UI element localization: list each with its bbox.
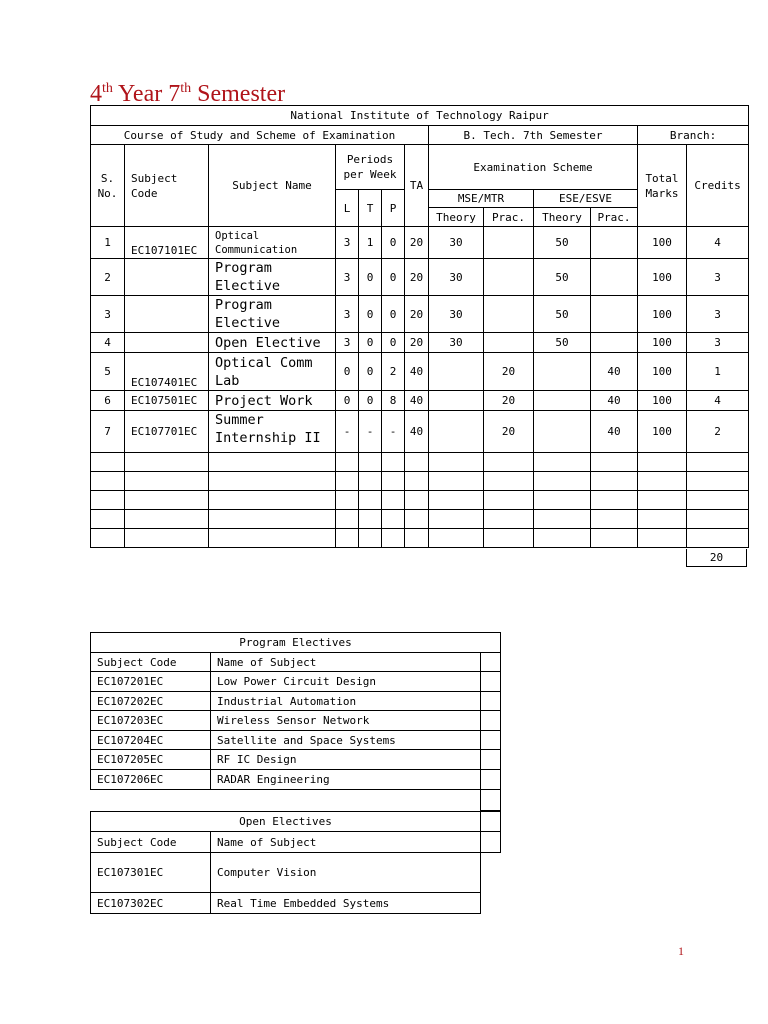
row-mse-theory <box>429 353 484 391</box>
row-ese-prac: 40 <box>591 353 638 391</box>
row-ese-prac: 40 <box>591 411 638 453</box>
row-mse-theory: 30 <box>429 296 484 333</box>
exam-scheme-header: Examination Scheme <box>429 145 638 190</box>
row-ese-prac: 40 <box>591 391 638 411</box>
row-t: 1 <box>359 227 382 259</box>
row-t: 0 <box>359 353 382 391</box>
row-credits: 2 <box>687 411 749 453</box>
list-item <box>91 770 501 790</box>
row-total: 100 <box>638 296 687 333</box>
ta-header: TA <box>405 145 429 227</box>
row-ese-theory: 50 <box>534 259 591 296</box>
row-ese-theory: 50 <box>534 227 591 259</box>
pe-code: EC107201EC <box>91 672 211 692</box>
ese-prac-header: Prac. <box>591 208 638 227</box>
row-sno: 2 <box>91 259 125 296</box>
empty-row <box>91 472 749 491</box>
total-credits: 20 <box>686 549 747 567</box>
row-mse-prac: 20 <box>484 411 534 453</box>
row-l: 3 <box>336 227 359 259</box>
row-t: 0 <box>359 296 382 333</box>
pe-name: Industrial Automation <box>211 692 481 711</box>
row-credits: 3 <box>687 296 749 333</box>
row-p: - <box>382 411 405 453</box>
row-sno: 4 <box>91 333 125 353</box>
row-total: 100 <box>638 227 687 259</box>
row-p: 0 <box>382 333 405 353</box>
empty-row <box>91 510 749 529</box>
empty-row <box>91 529 749 548</box>
pe-code: EC107205EC <box>91 750 211 770</box>
row-code <box>125 259 209 296</box>
pe-name: RADAR Engineering <box>211 770 481 790</box>
row-ese-theory <box>534 391 591 411</box>
row-mse-theory: 30 <box>429 259 484 296</box>
table-row <box>91 259 749 296</box>
row-l: 3 <box>336 259 359 296</box>
open-electives-table <box>90 811 501 914</box>
page-heading <box>90 74 285 109</box>
row-name: Program Elective <box>209 296 336 333</box>
row-mse-prac <box>484 227 534 259</box>
row-name: Optical Communication <box>209 227 336 259</box>
row-t: 0 <box>359 333 382 353</box>
row-name: Open Elective <box>209 333 336 353</box>
row-ese-prac <box>591 259 638 296</box>
pe-name-header: Name of Subject <box>211 653 481 672</box>
row-code: EC107701EC <box>125 411 209 453</box>
pe-code: EC107203EC <box>91 711 211 731</box>
oe-name: Computer Vision <box>211 853 481 893</box>
mse-header: MSE/MTR <box>429 190 534 208</box>
list-item <box>91 893 501 914</box>
row-name: Program Elective <box>209 259 336 296</box>
row-l: - <box>336 411 359 453</box>
row-credits: 1 <box>687 353 749 391</box>
row-ta: 40 <box>405 391 429 411</box>
table-row <box>91 227 749 259</box>
subject-code-header: Subject Code <box>125 145 209 227</box>
mse-prac-header: Prac. <box>484 208 534 227</box>
row-mse-theory: 30 <box>429 333 484 353</box>
list-item <box>91 731 501 750</box>
credits-header: Credits <box>687 145 749 227</box>
row-l: 3 <box>336 333 359 353</box>
row-total: 100 <box>638 353 687 391</box>
pe-name: RF IC Design <box>211 750 481 770</box>
pe-name: Satellite and Space Systems <box>211 731 481 750</box>
row-l: 0 <box>336 391 359 411</box>
row-code: EC107401EC <box>125 353 209 391</box>
heading-year-superscript: th <box>102 81 113 96</box>
total-marks-header: Total Marks <box>638 145 687 227</box>
table-row <box>91 296 749 333</box>
row-t: 0 <box>359 391 382 411</box>
list-item <box>91 853 501 893</box>
oe-code: EC107302EC <box>91 893 211 914</box>
row-code: EC107101EC <box>125 227 209 259</box>
row-ese-theory: 50 <box>534 296 591 333</box>
empty-row <box>91 491 749 510</box>
program-electives-table <box>90 632 501 811</box>
row-t: 0 <box>359 259 382 296</box>
row-mse-theory <box>429 391 484 411</box>
row-ese-theory: 50 <box>534 333 591 353</box>
row-mse-prac <box>484 259 534 296</box>
row-mse-prac <box>484 296 534 333</box>
row-ese-prac <box>591 296 638 333</box>
row-ta: 20 <box>405 227 429 259</box>
row-l: 0 <box>336 353 359 391</box>
open-electives-title: Open Electives <box>91 812 481 832</box>
t-header: T <box>359 190 382 227</box>
pe-code: EC107202EC <box>91 692 211 711</box>
list-item <box>91 692 501 711</box>
pe-name: Wireless Sensor Network <box>211 711 481 731</box>
oe-code-header: Subject Code <box>91 832 211 853</box>
row-ta: 40 <box>405 411 429 453</box>
row-code <box>125 333 209 353</box>
row-mse-prac <box>484 333 534 353</box>
row-l: 3 <box>336 296 359 333</box>
scheme-table <box>90 105 749 548</box>
row-sno: 5 <box>91 353 125 391</box>
row-credits: 4 <box>687 227 749 259</box>
row-sno: 6 <box>91 391 125 411</box>
table-row <box>91 411 749 453</box>
row-code <box>125 296 209 333</box>
list-item <box>91 711 501 731</box>
heading-year: 4 <box>90 81 102 107</box>
row-p: 2 <box>382 353 405 391</box>
row-ese-prac <box>591 227 638 259</box>
row-ta: 20 <box>405 333 429 353</box>
pe-code-header: Subject Code <box>91 653 211 672</box>
pe-name: Low Power Circuit Design <box>211 672 481 692</box>
oe-name: Real Time Embedded Systems <box>211 893 481 914</box>
row-p: 0 <box>382 296 405 333</box>
row-p: 8 <box>382 391 405 411</box>
l-header: L <box>336 190 359 227</box>
row-mse-prac: 20 <box>484 391 534 411</box>
p-header: P <box>382 190 405 227</box>
row-name: Optical Comm Lab <box>209 353 336 391</box>
row-credits: 3 <box>687 333 749 353</box>
row-ese-prac <box>591 333 638 353</box>
periods-header: Periods per Week <box>336 145 405 190</box>
row-total: 100 <box>638 411 687 453</box>
row-sno: 3 <box>91 296 125 333</box>
row-ese-theory <box>534 411 591 453</box>
row-credits: 4 <box>687 391 749 411</box>
heading-mid: Year 7 <box>112 81 181 107</box>
table-row <box>91 391 749 411</box>
row-sno: 1 <box>91 227 125 259</box>
row-mse-prac: 20 <box>484 353 534 391</box>
row-ese-theory <box>534 353 591 391</box>
row-sno: 7 <box>91 411 125 453</box>
row-t: - <box>359 411 382 453</box>
mse-theory-header: Theory <box>429 208 484 227</box>
row-name: Project Work <box>209 391 336 411</box>
heading-tail: Semester <box>191 81 286 107</box>
pe-code: EC107204EC <box>91 731 211 750</box>
oe-name-header: Name of Subject <box>211 832 481 853</box>
row-total: 100 <box>638 259 687 296</box>
ese-header: ESE/ESVE <box>534 190 638 208</box>
course-label: Course of Study and Scheme of Examination <box>91 126 429 145</box>
row-name: Summer Internship II <box>209 411 336 453</box>
branch-label: Branch: <box>638 126 749 145</box>
row-mse-theory <box>429 411 484 453</box>
row-p: 0 <box>382 259 405 296</box>
row-total: 100 <box>638 391 687 411</box>
subject-name-header: Subject Name <box>209 145 336 227</box>
ese-theory-header: Theory <box>534 208 591 227</box>
program-label: B. Tech. 7th Semester <box>429 126 638 145</box>
pe-code: EC107206EC <box>91 770 211 790</box>
table-row <box>91 333 749 353</box>
institute-name: National Institute of Technology Raipur <box>91 106 749 126</box>
list-item <box>91 750 501 770</box>
row-ta: 40 <box>405 353 429 391</box>
row-code: EC107501EC <box>125 391 209 411</box>
row-ta: 20 <box>405 259 429 296</box>
program-electives-title: Program Electives <box>91 633 501 653</box>
table-row <box>91 353 749 391</box>
sno-header: S. No. <box>91 145 125 227</box>
heading-semester-superscript: th <box>180 81 192 96</box>
row-ta: 20 <box>405 296 429 333</box>
empty-row <box>91 453 749 472</box>
page-number: 1 <box>678 944 684 958</box>
row-total: 100 <box>638 333 687 353</box>
row-p: 0 <box>382 227 405 259</box>
row-mse-theory: 30 <box>429 227 484 259</box>
oe-code: EC107301EC <box>91 853 211 893</box>
row-credits: 3 <box>687 259 749 296</box>
list-item <box>91 672 501 692</box>
